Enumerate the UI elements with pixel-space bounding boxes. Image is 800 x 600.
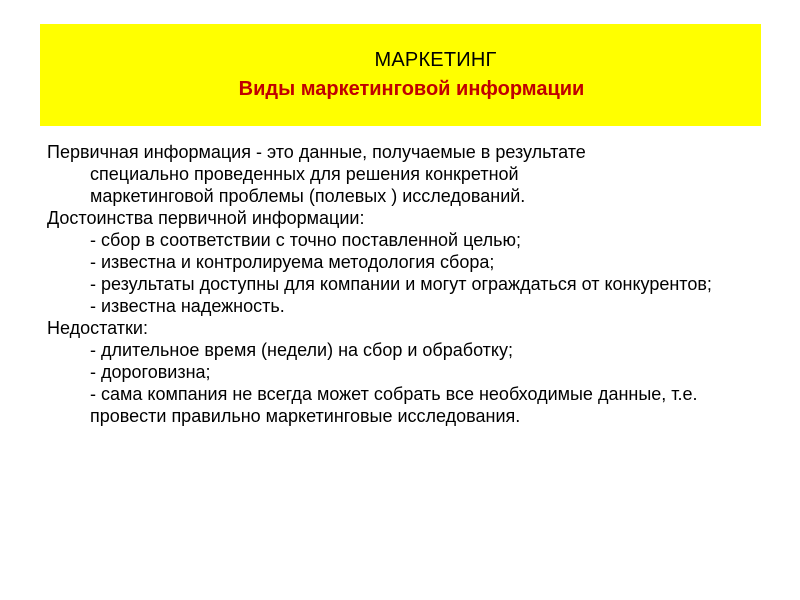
advantages-heading: Достоинства первичной информации: bbox=[47, 208, 365, 228]
disadvantages-heading: Недостатки: bbox=[47, 318, 148, 338]
slide-body bbox=[47, 141, 747, 427]
advantage-item: - сбор в соответствии с точно поставленной целью; bbox=[90, 230, 522, 250]
disadvantage-item: - длительное время (недели) на сбор и обработку; bbox=[90, 340, 514, 360]
title-banner bbox=[40, 24, 761, 126]
primary-info-line-2: специально проведенных для решения конкретной bbox=[90, 164, 519, 184]
advantage-item: - известна надежность. bbox=[90, 296, 285, 316]
slide-subtitle: Виды маркетинговой информации bbox=[238, 78, 585, 100]
disadvantage-item: - сама компания не всегда может собрать все необходимые данные, т.е. провести правильно маркетинговые исследования. bbox=[90, 384, 698, 426]
primary-info-line-1: Первичная информация - это данные, получаемые в результате bbox=[47, 142, 586, 162]
primary-info-definition bbox=[47, 141, 747, 207]
slide-title: МАРКЕТИНГ bbox=[374, 49, 497, 71]
advantage-item: - результаты доступны для компании и могут ограждаться от конкурентов; bbox=[90, 274, 712, 294]
disadvantage-item: - дороговизна; bbox=[90, 362, 211, 382]
primary-info-line-3: маркетинговой проблемы (полевых ) исследований. bbox=[90, 186, 526, 206]
advantage-item: - известна и контролируема методология сбора; bbox=[90, 252, 495, 272]
